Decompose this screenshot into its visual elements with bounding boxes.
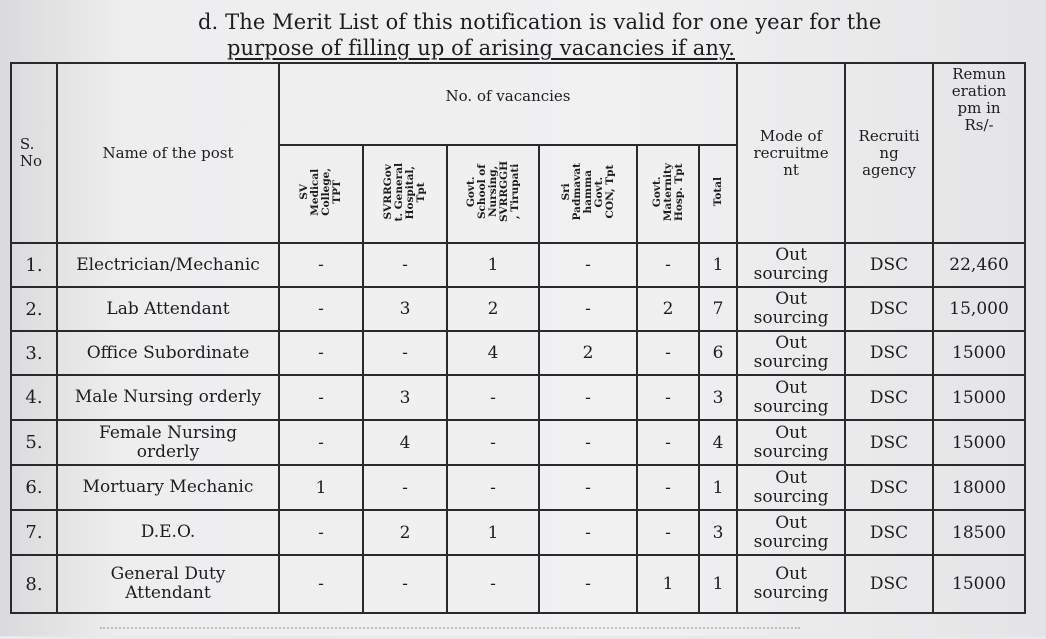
merit-list-note (198, 9, 958, 61)
row-sno: 8. (11, 555, 57, 613)
row-count-govt-school-of-nursing: 4 (447, 331, 539, 375)
row-count-govt-school-of-nursing: 1 (447, 510, 539, 555)
subheader-svrr-govt-hospital: SVRRGov t. General Hospital, Tpt (363, 145, 447, 243)
vacancy-table (10, 62, 1026, 614)
table-row (11, 287, 1025, 331)
row-recruiting-agency: DSC (845, 510, 933, 555)
header-sno: S. No (11, 63, 57, 243)
row-count-govt-school-of-nursing: - (447, 465, 539, 510)
subheader-sri-padmavathamma-con: Sri Padmavat hamma Govt. CON, Tpt (539, 145, 637, 243)
row-mode-of-recruitment: Out sourcing (737, 420, 845, 465)
row-count-sri-padmavathamma-con: - (539, 465, 637, 510)
row-count-svrr-govt-hospital: 3 (363, 287, 447, 331)
row-mode-of-recruitment: Out sourcing (737, 331, 845, 375)
row-count-svrr-govt-hospital: 4 (363, 420, 447, 465)
row-count-govt-maternity-hospital: - (637, 243, 699, 287)
table-row (11, 243, 1025, 287)
row-count-sri-padmavathamma-con: - (539, 287, 637, 331)
subheader-total: Total (699, 145, 737, 243)
row-count-total: 1 (699, 243, 737, 287)
cut-off-next-line (100, 627, 800, 639)
subheader-sv-medical-college: SV Medical College, TPT (279, 145, 363, 243)
row-mode-of-recruitment: Out sourcing (737, 375, 845, 420)
row-recruiting-agency: DSC (845, 287, 933, 331)
note-text-line-1: The Merit List of this notification is valid for one year for the (225, 10, 882, 34)
note-prefix: d. (198, 10, 219, 34)
header-post-name: Name of the post (57, 63, 279, 243)
row-count-govt-maternity-hospital: 2 (637, 287, 699, 331)
row-count-govt-school-of-nursing: - (447, 375, 539, 420)
row-recruiting-agency: DSC (845, 555, 933, 613)
row-count-govt-school-of-nursing: - (447, 555, 539, 613)
table-row (11, 465, 1025, 510)
note-text-line-2: purpose of filling up of arising vacancies if any. (227, 36, 735, 60)
row-count-sri-padmavathamma-con: - (539, 555, 637, 613)
table-row (11, 375, 1025, 420)
row-sno: 5. (11, 420, 57, 465)
row-count-sv-medical-college: - (279, 243, 363, 287)
row-count-total: 7 (699, 287, 737, 331)
subheader-govt-school-of-nursing: Govt. School of Nursing, SVRRGGH , Tirupati (447, 145, 539, 243)
row-recruiting-agency: DSC (845, 331, 933, 375)
row-count-svrr-govt-hospital: - (363, 465, 447, 510)
row-count-svrr-govt-hospital: - (363, 243, 447, 287)
row-count-govt-maternity-hospital: - (637, 331, 699, 375)
row-recruiting-agency: DSC (845, 420, 933, 465)
table-row (11, 420, 1025, 465)
row-count-total: 4 (699, 420, 737, 465)
row-count-govt-maternity-hospital: 1 (637, 555, 699, 613)
row-post-name: Male Nursing orderly (57, 375, 279, 420)
row-post-name: Electrician/Mechanic (57, 243, 279, 287)
row-remuneration: 15000 (933, 375, 1025, 420)
row-count-sv-medical-college: - (279, 510, 363, 555)
header-mode-of-recruitment: Mode of recruitme nt (737, 63, 845, 243)
row-remuneration: 15000 (933, 331, 1025, 375)
vacancy-table-body (11, 243, 1025, 613)
row-post-name: Female Nursing orderly (57, 420, 279, 465)
row-mode-of-recruitment: Out sourcing (737, 510, 845, 555)
row-post-name: D.E.O. (57, 510, 279, 555)
row-sno: 2. (11, 287, 57, 331)
header-no-of-vacancies: No. of vacancies (279, 63, 737, 145)
row-count-sri-padmavathamma-con: 2 (539, 331, 637, 375)
row-remuneration: 18000 (933, 465, 1025, 510)
row-remuneration: 15,000 (933, 287, 1025, 331)
row-mode-of-recruitment: Out sourcing (737, 465, 845, 510)
row-count-sri-padmavathamma-con: - (539, 420, 637, 465)
row-count-govt-school-of-nursing: - (447, 420, 539, 465)
row-count-total: 1 (699, 465, 737, 510)
row-remuneration: 18500 (933, 510, 1025, 555)
row-sno: 4. (11, 375, 57, 420)
row-recruiting-agency: DSC (845, 465, 933, 510)
row-sno: 1. (11, 243, 57, 287)
row-count-govt-maternity-hospital: - (637, 465, 699, 510)
header-remuneration: Remun eration pm in Rs/- (933, 63, 1025, 243)
row-count-govt-maternity-hospital: - (637, 375, 699, 420)
row-count-sv-medical-college: - (279, 287, 363, 331)
row-count-svrr-govt-hospital: - (363, 331, 447, 375)
row-count-svrr-govt-hospital: 2 (363, 510, 447, 555)
row-count-govt-school-of-nursing: 1 (447, 243, 539, 287)
row-count-sri-padmavathamma-con: - (539, 243, 637, 287)
row-sno: 3. (11, 331, 57, 375)
table-row (11, 555, 1025, 613)
row-post-name: Office Subordinate (57, 331, 279, 375)
row-remuneration: 15000 (933, 555, 1025, 613)
row-count-sv-medical-college: 1 (279, 465, 363, 510)
row-count-sri-padmavathamma-con: - (539, 375, 637, 420)
row-count-sv-medical-college: - (279, 420, 363, 465)
row-sno: 7. (11, 510, 57, 555)
header-recruiting-agency: Recruiti ng agency (845, 63, 933, 243)
row-count-total: 6 (699, 331, 737, 375)
row-mode-of-recruitment: Out sourcing (737, 243, 845, 287)
row-count-sv-medical-college: - (279, 331, 363, 375)
row-remuneration: 22,460 (933, 243, 1025, 287)
row-count-sri-padmavathamma-con: - (539, 510, 637, 555)
subheader-govt-maternity-hospital: Govt. Maternity Hosp. Tpt (637, 145, 699, 243)
row-count-total: 1 (699, 555, 737, 613)
row-post-name: General Duty Attendant (57, 555, 279, 613)
row-sno: 6. (11, 465, 57, 510)
row-post-name: Lab Attendant (57, 287, 279, 331)
row-count-govt-maternity-hospital: - (637, 510, 699, 555)
table-row (11, 331, 1025, 375)
row-recruiting-agency: DSC (845, 375, 933, 420)
row-count-total: 3 (699, 375, 737, 420)
row-recruiting-agency: DSC (845, 243, 933, 287)
row-count-sv-medical-college: - (279, 555, 363, 613)
row-count-govt-school-of-nursing: 2 (447, 287, 539, 331)
note-line-1 (198, 9, 958, 35)
row-count-svrr-govt-hospital: 3 (363, 375, 447, 420)
row-post-name: Mortuary Mechanic (57, 465, 279, 510)
row-count-total: 3 (699, 510, 737, 555)
row-mode-of-recruitment: Out sourcing (737, 555, 845, 613)
row-count-sv-medical-college: - (279, 375, 363, 420)
row-count-svrr-govt-hospital: - (363, 555, 447, 613)
row-count-govt-maternity-hospital: - (637, 420, 699, 465)
row-remuneration: 15000 (933, 420, 1025, 465)
row-mode-of-recruitment: Out sourcing (737, 287, 845, 331)
table-row (11, 510, 1025, 555)
